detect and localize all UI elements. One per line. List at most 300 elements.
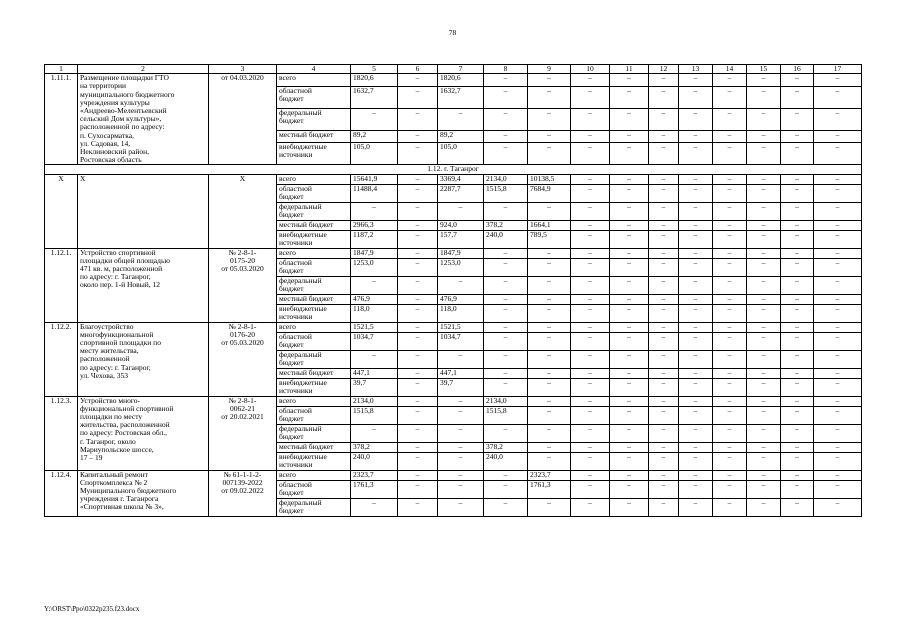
funding-source-cell: федеральный бюджет: [277, 424, 351, 442]
value-cell: –: [814, 424, 862, 442]
funding-source-cell: внебюджетные источники: [277, 230, 351, 248]
funding-source-cell: областной бюджет: [277, 184, 351, 202]
value-cell: –: [747, 368, 781, 378]
value-cell: –: [571, 396, 610, 406]
value-cell: –: [713, 258, 747, 276]
column-header-cell: 9: [528, 65, 571, 74]
value-cell: –: [398, 322, 438, 332]
value-cell: –: [610, 86, 649, 108]
table-row: [45, 470, 862, 480]
value-cell: –: [781, 294, 814, 304]
value-cell: –: [528, 350, 571, 368]
value-cell: –: [649, 424, 679, 442]
value-cell: –: [649, 230, 679, 248]
value-cell: –: [781, 258, 814, 276]
value-cell: –: [781, 108, 814, 130]
value-cell: –: [649, 304, 679, 322]
value-cell: 240,0: [351, 452, 398, 470]
value-cell: –: [649, 248, 679, 258]
value-cell: 1761,3: [351, 480, 398, 498]
item-number-cell: 1.12.1.: [45, 248, 78, 322]
value-cell: –: [713, 396, 747, 406]
funding-source-cell: всего: [277, 396, 351, 406]
value-cell: –: [781, 350, 814, 368]
value-cell: –: [398, 202, 438, 220]
value-cell: –: [781, 332, 814, 350]
value-cell: 1034,7: [351, 332, 398, 350]
funding-source-cell: внебюджетные источники: [277, 143, 351, 165]
funding-source-cell: федеральный бюджет: [277, 108, 351, 130]
value-cell: –: [747, 74, 781, 86]
value-cell: –: [679, 498, 713, 516]
value-cell: –: [571, 258, 610, 276]
value-cell: –: [398, 174, 438, 184]
value-cell: –: [571, 480, 610, 498]
value-cell: –: [747, 202, 781, 220]
value-cell: –: [814, 396, 862, 406]
value-cell: –: [713, 108, 747, 130]
value-cell: –: [571, 332, 610, 350]
value-cell: –: [713, 248, 747, 258]
value-cell: –: [713, 322, 747, 332]
value-cell: 1253,0: [351, 258, 398, 276]
value-cell: –: [649, 174, 679, 184]
value-cell: 240,0: [484, 452, 528, 470]
value-cell: –: [679, 184, 713, 202]
value-cell: –: [610, 350, 649, 368]
value-cell: –: [351, 350, 398, 368]
value-cell: –: [528, 322, 571, 332]
column-header-cell: 3: [209, 65, 277, 74]
funding-source-cell: всего: [277, 470, 351, 480]
value-cell: 1187,2: [351, 230, 398, 248]
value-cell: –: [649, 406, 679, 424]
value-cell: –: [781, 378, 814, 396]
column-header-cell: 10: [571, 65, 610, 74]
value-cell: 1515,8: [484, 406, 528, 424]
column-header-cell: 12: [649, 65, 679, 74]
value-cell: 2134,0: [484, 396, 528, 406]
item-document-cell: № 61-1-1-2- 007139-2022 от 09.02.2022: [209, 470, 277, 516]
value-cell: –: [484, 108, 528, 130]
value-cell: –: [781, 498, 814, 516]
value-cell: –: [747, 220, 781, 230]
value-cell: –: [484, 202, 528, 220]
value-cell: –: [571, 368, 610, 378]
value-cell: –: [679, 396, 713, 406]
item-number-cell: 1.12.3.: [45, 396, 78, 470]
value-cell: –: [528, 304, 571, 322]
value-cell: –: [747, 498, 781, 516]
funding-source-cell: внебюджетные источники: [277, 378, 351, 396]
value-cell: –: [528, 332, 571, 350]
value-cell: –: [713, 480, 747, 498]
funding-source-cell: местный бюджет: [277, 368, 351, 378]
value-cell: –: [814, 86, 862, 108]
value-cell: –: [679, 470, 713, 480]
value-cell: –: [713, 294, 747, 304]
value-cell: –: [528, 248, 571, 258]
value-cell: –: [398, 143, 438, 165]
value-cell: –: [438, 406, 484, 424]
value-cell: –: [713, 230, 747, 248]
value-cell: –: [398, 258, 438, 276]
value-cell: –: [398, 294, 438, 304]
value-cell: –: [484, 130, 528, 142]
column-header-cell: 14: [713, 65, 747, 74]
value-cell: –: [747, 322, 781, 332]
value-cell: –: [747, 184, 781, 202]
value-cell: –: [781, 470, 814, 480]
item-name-cell: Благоустройство многофункциональной спортивной площадки по месту жительства, расположенной по адресу: г. Таганрог, ул. Чехова, 353: [78, 322, 209, 396]
table-row: [45, 174, 862, 184]
value-cell: –: [571, 442, 610, 452]
value-cell: –: [649, 74, 679, 86]
value-cell: –: [679, 406, 713, 424]
value-cell: –: [814, 248, 862, 258]
value-cell: –: [484, 276, 528, 294]
value-cell: –: [814, 184, 862, 202]
value-cell: –: [679, 350, 713, 368]
value-cell: 1820,6: [351, 74, 398, 86]
value-cell: –: [814, 442, 862, 452]
column-header-cell: 7: [438, 65, 484, 74]
value-cell: –: [438, 442, 484, 452]
value-cell: –: [713, 424, 747, 442]
value-cell: –: [610, 108, 649, 130]
value-cell: 447,1: [438, 368, 484, 378]
value-cell: –: [747, 350, 781, 368]
value-cell: –: [484, 350, 528, 368]
value-cell: –: [351, 276, 398, 294]
value-cell: –: [398, 130, 438, 142]
value-cell: –: [610, 442, 649, 452]
value-cell: –: [747, 378, 781, 396]
value-cell: –: [571, 452, 610, 470]
value-cell: –: [610, 230, 649, 248]
value-cell: 476,9: [351, 294, 398, 304]
value-cell: 1521,5: [351, 322, 398, 332]
value-cell: –: [398, 406, 438, 424]
column-header-cell: 1: [45, 65, 78, 74]
value-cell: –: [814, 304, 862, 322]
value-cell: –: [781, 248, 814, 258]
value-cell: –: [747, 470, 781, 480]
value-cell: –: [484, 424, 528, 442]
value-cell: –: [398, 332, 438, 350]
value-cell: –: [781, 86, 814, 108]
column-header-cell: 8: [484, 65, 528, 74]
value-cell: –: [610, 322, 649, 332]
table-row: [45, 74, 862, 86]
funding-source-cell: областной бюджет: [277, 86, 351, 108]
value-cell: –: [438, 498, 484, 516]
item-document-cell: от 04.03.2020: [209, 74, 277, 165]
value-cell: –: [610, 452, 649, 470]
value-cell: –: [781, 304, 814, 322]
value-cell: –: [484, 304, 528, 322]
value-cell: –: [351, 498, 398, 516]
value-cell: –: [713, 498, 747, 516]
value-cell: –: [610, 184, 649, 202]
column-number-header-row: [45, 65, 862, 74]
value-cell: –: [781, 184, 814, 202]
item-document-cell: № 2-8-1- 0062-21 от 20.02.2021: [209, 396, 277, 470]
value-cell: –: [528, 452, 571, 470]
value-cell: –: [610, 276, 649, 294]
value-cell: –: [610, 143, 649, 165]
funding-source-cell: местный бюджет: [277, 130, 351, 142]
value-cell: –: [571, 424, 610, 442]
value-cell: 1632,7: [351, 86, 398, 108]
column-header-cell: 17: [814, 65, 862, 74]
value-cell: –: [528, 498, 571, 516]
value-cell: –: [713, 202, 747, 220]
value-cell: –: [814, 74, 862, 86]
value-cell: –: [649, 452, 679, 470]
value-cell: –: [781, 143, 814, 165]
value-cell: –: [781, 424, 814, 442]
value-cell: 2134,0: [484, 174, 528, 184]
value-cell: 1820,6: [438, 74, 484, 86]
value-cell: –: [747, 276, 781, 294]
value-cell: –: [649, 498, 679, 516]
value-cell: –: [781, 202, 814, 220]
value-cell: –: [781, 396, 814, 406]
value-cell: –: [528, 143, 571, 165]
value-cell: –: [679, 452, 713, 470]
value-cell: –: [814, 368, 862, 378]
value-cell: 447,1: [351, 368, 398, 378]
value-cell: –: [610, 424, 649, 442]
value-cell: 1847,9: [438, 248, 484, 258]
value-cell: –: [649, 108, 679, 130]
value-cell: –: [781, 276, 814, 294]
value-cell: –: [484, 248, 528, 258]
value-cell: –: [484, 143, 528, 165]
value-cell: –: [747, 230, 781, 248]
value-cell: 118,0: [438, 304, 484, 322]
funding-source-cell: федеральный бюджет: [277, 276, 351, 294]
value-cell: –: [747, 174, 781, 184]
value-cell: 2323,7: [528, 470, 571, 480]
item-number-cell: X: [45, 174, 78, 248]
value-cell: –: [679, 202, 713, 220]
value-cell: –: [610, 304, 649, 322]
value-cell: –: [610, 174, 649, 184]
value-cell: –: [814, 378, 862, 396]
funding-source-cell: всего: [277, 74, 351, 86]
funding-source-cell: внебюджетные источники: [277, 452, 351, 470]
value-cell: –: [571, 498, 610, 516]
value-cell: –: [781, 480, 814, 498]
value-cell: 89,2: [351, 130, 398, 142]
funding-source-cell: областной бюджет: [277, 258, 351, 276]
value-cell: –: [781, 230, 814, 248]
value-cell: 3369,4: [438, 174, 484, 184]
value-cell: –: [649, 368, 679, 378]
value-cell: 476,9: [438, 294, 484, 304]
value-cell: –: [398, 108, 438, 130]
value-cell: –: [528, 424, 571, 442]
column-header-cell: 4: [277, 65, 351, 74]
value-cell: –: [747, 424, 781, 442]
value-cell: 789,5: [528, 230, 571, 248]
value-cell: –: [814, 108, 862, 130]
value-cell: –: [747, 248, 781, 258]
value-cell: –: [438, 470, 484, 480]
value-cell: 378,2: [351, 442, 398, 452]
item-name-cell: Устройство много- функциональной спортивной площадки по месту жительства, расположенной по адресу: Ростовская обл., г. Таганрог, около Мариупольское шоссе, 17 – 19: [78, 396, 209, 470]
value-cell: –: [484, 480, 528, 498]
item-number-cell: 1.12.2.: [45, 322, 78, 396]
table-body: [45, 65, 862, 517]
value-cell: –: [438, 108, 484, 130]
value-cell: –: [351, 108, 398, 130]
value-cell: –: [679, 304, 713, 322]
value-cell: –: [713, 130, 747, 142]
value-cell: –: [610, 480, 649, 498]
value-cell: –: [610, 294, 649, 304]
value-cell: –: [528, 442, 571, 452]
value-cell: –: [571, 143, 610, 165]
value-cell: –: [679, 276, 713, 294]
value-cell: –: [484, 378, 528, 396]
value-cell: –: [528, 276, 571, 294]
value-cell: –: [571, 304, 610, 322]
value-cell: –: [713, 184, 747, 202]
value-cell: –: [571, 74, 610, 86]
value-cell: 1761,3: [528, 480, 571, 498]
value-cell: –: [438, 350, 484, 368]
item-document-cell: № 2-8-1- 0176-20 от 05.03.2020: [209, 322, 277, 396]
value-cell: –: [679, 108, 713, 130]
value-cell: –: [398, 368, 438, 378]
value-cell: –: [747, 442, 781, 452]
value-cell: –: [747, 396, 781, 406]
value-cell: –: [679, 258, 713, 276]
value-cell: 157,7: [438, 230, 484, 248]
value-cell: –: [679, 130, 713, 142]
value-cell: –: [649, 276, 679, 294]
value-cell: –: [713, 86, 747, 108]
value-cell: –: [571, 184, 610, 202]
value-cell: –: [398, 304, 438, 322]
value-cell: –: [528, 368, 571, 378]
value-cell: –: [814, 143, 862, 165]
value-cell: –: [679, 378, 713, 396]
value-cell: –: [649, 378, 679, 396]
value-cell: –: [713, 74, 747, 86]
value-cell: –: [571, 220, 610, 230]
value-cell: –: [528, 86, 571, 108]
column-header-cell: 11: [610, 65, 649, 74]
value-cell: –: [398, 480, 438, 498]
item-document-cell: X: [209, 174, 277, 248]
value-cell: –: [438, 276, 484, 294]
value-cell: –: [679, 174, 713, 184]
funding-source-cell: внебюджетные источники: [277, 304, 351, 322]
value-cell: –: [438, 396, 484, 406]
value-cell: 39,7: [351, 378, 398, 396]
value-cell: 1632,7: [438, 86, 484, 108]
value-cell: –: [679, 368, 713, 378]
value-cell: –: [484, 74, 528, 86]
value-cell: –: [814, 322, 862, 332]
value-cell: 105,0: [438, 143, 484, 165]
funding-source-cell: федеральный бюджет: [277, 202, 351, 220]
value-cell: –: [781, 74, 814, 86]
value-cell: 1253,0: [438, 258, 484, 276]
value-cell: 1034,7: [438, 332, 484, 350]
value-cell: 2287,7: [438, 184, 484, 202]
value-cell: –: [610, 258, 649, 276]
value-cell: –: [571, 202, 610, 220]
value-cell: –: [398, 452, 438, 470]
value-cell: –: [814, 220, 862, 230]
value-cell: –: [649, 332, 679, 350]
value-cell: –: [814, 470, 862, 480]
value-cell: –: [781, 130, 814, 142]
file-path-footer: Y:\ORST\Ppo\0322p235.f23.docx: [44, 605, 140, 613]
value-cell: –: [649, 202, 679, 220]
value-cell: –: [610, 220, 649, 230]
value-cell: –: [351, 424, 398, 442]
value-cell: –: [398, 184, 438, 202]
value-cell: 1515,8: [351, 406, 398, 424]
value-cell: –: [747, 406, 781, 424]
value-cell: –: [679, 230, 713, 248]
item-name-cell: X: [78, 174, 209, 248]
value-cell: –: [747, 452, 781, 470]
value-cell: –: [398, 248, 438, 258]
value-cell: –: [713, 332, 747, 350]
value-cell: –: [814, 294, 862, 304]
value-cell: –: [649, 442, 679, 452]
value-cell: –: [571, 470, 610, 480]
budget-table: [44, 64, 862, 517]
budget-table-sheet: [44, 64, 861, 517]
value-cell: –: [649, 470, 679, 480]
section-title-taganrog: 1.12. г. Таганрог: [45, 165, 862, 174]
value-cell: 15641,9: [351, 174, 398, 184]
funding-source-cell: местный бюджет: [277, 220, 351, 230]
table-row: [45, 396, 862, 406]
value-cell: 89,2: [438, 130, 484, 142]
value-cell: 7684,9: [528, 184, 571, 202]
value-cell: –: [610, 378, 649, 396]
value-cell: –: [398, 498, 438, 516]
value-cell: –: [571, 174, 610, 184]
funding-source-cell: областной бюджет: [277, 406, 351, 424]
value-cell: –: [747, 130, 781, 142]
value-cell: –: [679, 480, 713, 498]
column-header-cell: 15: [747, 65, 781, 74]
value-cell: 10138,5: [528, 174, 571, 184]
value-cell: –: [351, 202, 398, 220]
value-cell: –: [679, 332, 713, 350]
value-cell: –: [649, 396, 679, 406]
value-cell: –: [438, 424, 484, 442]
value-cell: –: [438, 452, 484, 470]
value-cell: –: [571, 276, 610, 294]
value-cell: –: [713, 350, 747, 368]
column-header-cell: 16: [781, 65, 814, 74]
value-cell: –: [747, 86, 781, 108]
item-name-cell: Капитальный ремонт Спорткомплекса № 2 Муниципального бюджетного учреждения г. Таганрога «Спортивная школа № 3»,: [78, 470, 209, 516]
value-cell: 1847,9: [351, 248, 398, 258]
value-cell: –: [528, 202, 571, 220]
